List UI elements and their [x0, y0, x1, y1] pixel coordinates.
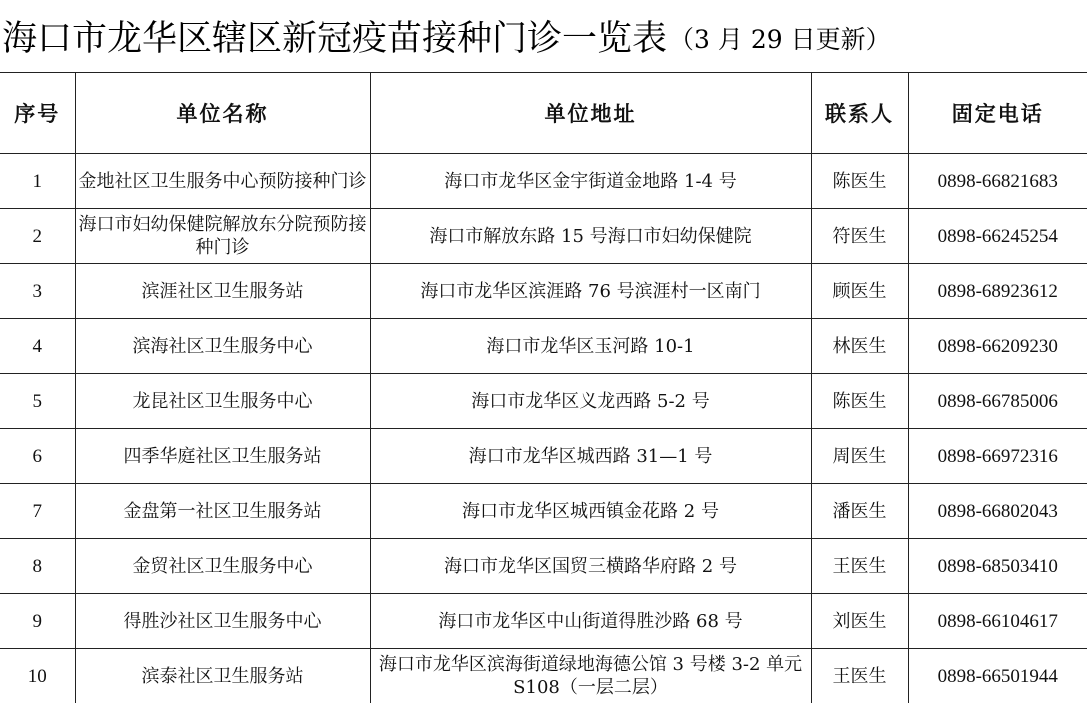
cell-contact: 潘医生	[811, 484, 908, 539]
clinic-table	[0, 72, 1087, 703]
cell-index: 3	[0, 264, 75, 319]
cell-phone: 0898-66972316	[908, 429, 1087, 484]
cell-phone: 0898-68503410	[908, 539, 1087, 594]
cell-contact: 陈医生	[811, 154, 908, 209]
table-row	[0, 594, 1087, 649]
page-title	[0, 0, 1087, 72]
header-phone: 固定电话	[908, 73, 1087, 154]
title-main: 海口市龙华区辖区新冠疫苗接种门诊一览表	[2, 19, 668, 59]
table-row	[0, 484, 1087, 539]
cell-unit-address: 海口市解放东路 15 号海口市妇幼保健院	[370, 209, 811, 264]
cell-unit-address: 海口市龙华区国贸三横路华府路 2 号	[370, 539, 811, 594]
cell-unit-address: 海口市龙华区城西镇金花路 2 号	[370, 484, 811, 539]
cell-contact: 陈医生	[811, 374, 908, 429]
table-row	[0, 539, 1087, 594]
cell-unit-address: 海口市龙华区滨海街道绿地海德公馆 3 号楼 3-2 单元 S108（一层二层）	[370, 649, 811, 704]
cell-unit-name: 四季华庭社区卫生服务站	[75, 429, 370, 484]
cell-unit-name: 滨海社区卫生服务中心	[75, 319, 370, 374]
cell-index: 2	[0, 209, 75, 264]
cell-unit-address: 海口市龙华区城西路 31—1 号	[370, 429, 811, 484]
title-update-note: （3 月 29 日更新）	[669, 25, 891, 54]
table-row	[0, 429, 1087, 484]
cell-contact: 王医生	[811, 649, 908, 704]
cell-unit-address: 海口市龙华区义龙西路 5-2 号	[370, 374, 811, 429]
cell-unit-name: 金盘第一社区卫生服务站	[75, 484, 370, 539]
cell-phone: 0898-66785006	[908, 374, 1087, 429]
cell-contact: 刘医生	[811, 594, 908, 649]
header-contact: 联系人	[811, 73, 908, 154]
cell-index: 5	[0, 374, 75, 429]
table-row	[0, 374, 1087, 429]
cell-contact: 林医生	[811, 319, 908, 374]
cell-contact: 符医生	[811, 209, 908, 264]
cell-index: 4	[0, 319, 75, 374]
cell-phone: 0898-66209230	[908, 319, 1087, 374]
cell-phone: 0898-66821683	[908, 154, 1087, 209]
header-unit-name: 单位名称	[75, 73, 370, 154]
cell-index: 10	[0, 649, 75, 704]
cell-unit-name: 滨泰社区卫生服务站	[75, 649, 370, 704]
cell-index: 7	[0, 484, 75, 539]
header-index: 序号	[0, 73, 75, 154]
cell-phone: 0898-66104617	[908, 594, 1087, 649]
cell-phone: 0898-66802043	[908, 484, 1087, 539]
cell-unit-address: 海口市龙华区中山街道得胜沙路 68 号	[370, 594, 811, 649]
cell-unit-address: 海口市龙华区金宇街道金地路 1-4 号	[370, 154, 811, 209]
cell-contact: 王医生	[811, 539, 908, 594]
cell-contact: 顾医生	[811, 264, 908, 319]
cell-contact: 周医生	[811, 429, 908, 484]
cell-unit-name: 得胜沙社区卫生服务中心	[75, 594, 370, 649]
cell-phone: 0898-66501944	[908, 649, 1087, 704]
cell-index: 6	[0, 429, 75, 484]
table-row	[0, 319, 1087, 374]
cell-index: 9	[0, 594, 75, 649]
cell-unit-name: 金地社区卫生服务中心预防接种门诊	[75, 154, 370, 209]
cell-unit-name: 滨涯社区卫生服务站	[75, 264, 370, 319]
cell-unit-name: 海口市妇幼保健院解放东分院预防接种门诊	[75, 209, 370, 264]
cell-unit-name: 龙昆社区卫生服务中心	[75, 374, 370, 429]
cell-unit-name: 金贸社区卫生服务中心	[75, 539, 370, 594]
header-unit-address: 单位地址	[370, 73, 811, 154]
table-row	[0, 264, 1087, 319]
cell-index: 8	[0, 539, 75, 594]
table-row	[0, 649, 1087, 704]
cell-unit-address: 海口市龙华区滨涯路 76 号滨涯村一区南门	[370, 264, 811, 319]
cell-phone: 0898-66245254	[908, 209, 1087, 264]
cell-phone: 0898-68923612	[908, 264, 1087, 319]
cell-index: 1	[0, 154, 75, 209]
table-row	[0, 154, 1087, 209]
table-row	[0, 209, 1087, 264]
cell-unit-address: 海口市龙华区玉河路 10-1	[370, 319, 811, 374]
table-header-row	[0, 73, 1087, 154]
